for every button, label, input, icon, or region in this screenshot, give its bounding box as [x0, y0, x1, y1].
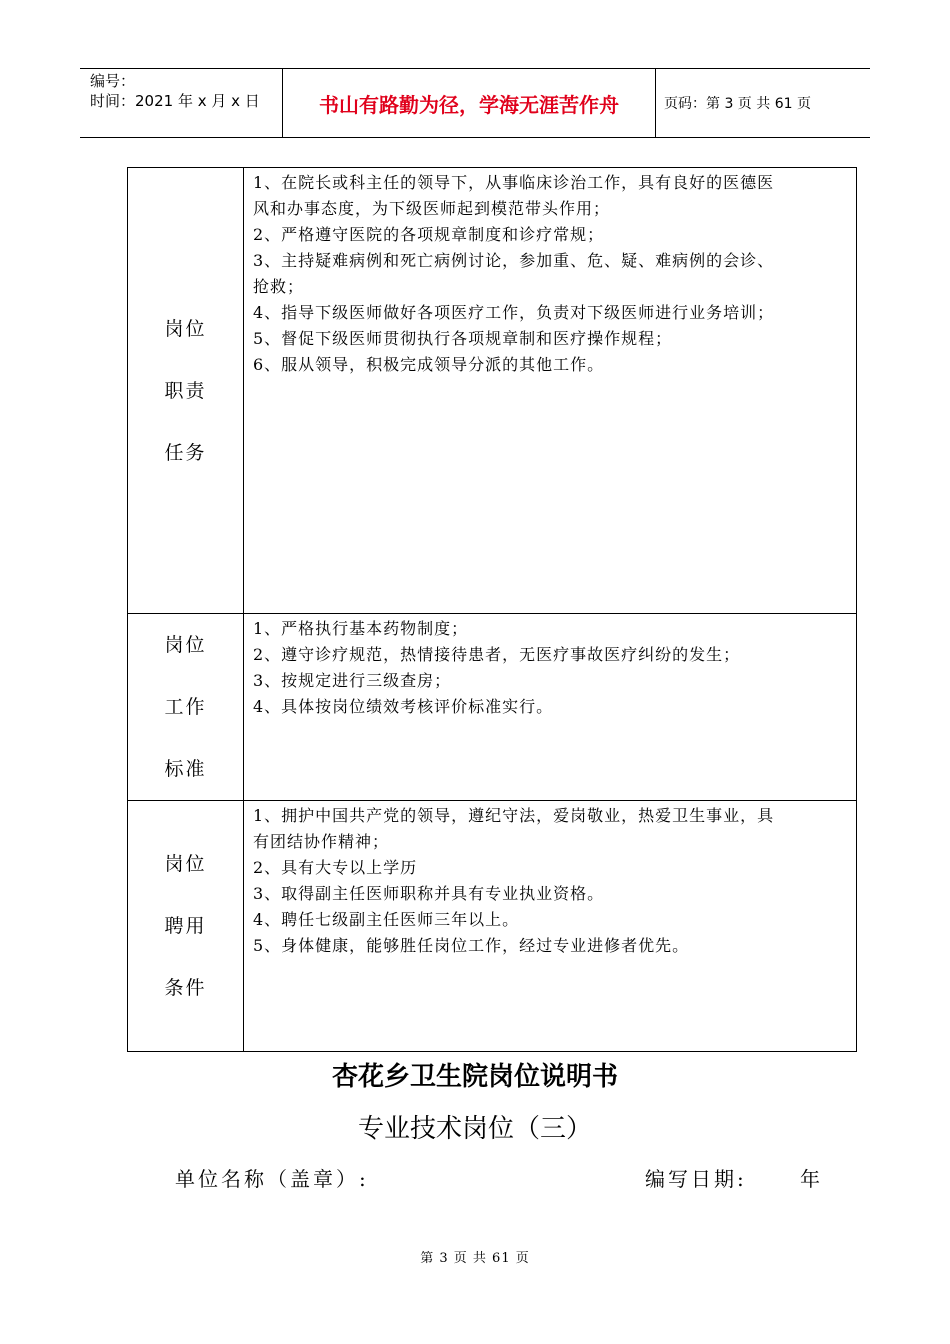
- table-row-standards: [128, 614, 857, 801]
- content-line: 2、遵守诊疗规范，热情接待患者，无医疗事故医疗纠纷的发生；: [253, 645, 741, 664]
- content-line: 3、主持疑难病例和死亡病例讨论，参加重、危、疑、难病例的会诊、: [253, 251, 775, 270]
- content-line: 4、指导下级医师做好各项医疗工作，负责对下级医师进行业务培训；: [253, 303, 775, 322]
- label-line: 工作: [164, 696, 207, 718]
- content-line: 风和办事态度，为下级医师起到模范带头作用；: [253, 199, 611, 218]
- label-line: 岗位: [164, 317, 207, 340]
- number-label: 编号：: [90, 72, 136, 90]
- label-line: 职责: [164, 379, 207, 402]
- unit-name-label: 单位名称（盖章）:: [175, 1167, 369, 1191]
- table-row-duties: [128, 168, 857, 614]
- label-line: 条件: [164, 977, 207, 999]
- year-label: 年: [800, 1167, 820, 1191]
- label-line: 岗位: [164, 853, 207, 875]
- label-line: 任务: [164, 441, 207, 464]
- content-line: 1、严格执行基本药物制度；: [253, 619, 469, 638]
- header-meta: [80, 69, 282, 137]
- content-line: 2、严格遵守医院的各项规章制度和诊疗常规；: [253, 225, 605, 244]
- content-line: 1、拥护中国共产党的领导，遵纪守法，爱岗敬业，热爱卫生事业，具: [253, 806, 775, 825]
- content-line: 3、按规定进行三级查房；: [253, 671, 452, 690]
- label-line: 标准: [164, 758, 207, 780]
- content-line: 有团结协作精神；: [253, 832, 390, 851]
- table-row-requirements: [128, 801, 857, 1052]
- header-page-info: 页码：第 3 页 共 61 页: [664, 96, 811, 112]
- label-line: 聘用: [164, 915, 207, 937]
- content-line: 5、督促下级医师贯彻执行各项规章制和医疗操作规程；: [253, 329, 673, 348]
- content-line: 5、身体健康，能够胜任岗位工作，经过专业进修者优先。: [253, 936, 690, 955]
- row-content-duties: [244, 168, 857, 614]
- document-subtitle: 专业技术岗位（三）: [357, 1114, 592, 1144]
- date-label: 编写日期:: [645, 1167, 747, 1191]
- content-line: 1、在院长或科主任的领导下，从事临床诊治工作，具有良好的医德医: [253, 173, 775, 192]
- label-line: 岗位: [164, 634, 207, 656]
- row-label-requirements: [128, 801, 244, 1052]
- content-line: 抢救；: [253, 277, 305, 296]
- document-title: 杏花乡卫生院岗位说明书: [331, 1062, 618, 1092]
- page-footer: 第 3 页 共 61 页: [420, 1251, 530, 1266]
- page-header: [80, 68, 870, 138]
- job-description-table: [127, 167, 857, 1052]
- header-motto: 书山有路勤为径，学海无涯苦作舟: [282, 69, 656, 137]
- row-content-standards: [244, 614, 857, 801]
- content-line: 6、服从领导，积极完成领导分派的其他工作。: [253, 355, 605, 374]
- time-label: 时间：2021 年 x 月 x 日: [90, 92, 260, 110]
- content-line: 2、具有大专以上学历: [253, 858, 418, 877]
- row-label-duties: [128, 168, 244, 614]
- row-label-standards: [128, 614, 244, 801]
- content-line: 3、取得副主任医师职称并具有专业执业资格。: [253, 884, 605, 903]
- content-line: 4、聘任七级副主任医师三年以上。: [253, 910, 520, 929]
- content-line: 4、具体按岗位绩效考核评价标准实行。: [253, 697, 554, 716]
- row-content-requirements: [244, 801, 857, 1052]
